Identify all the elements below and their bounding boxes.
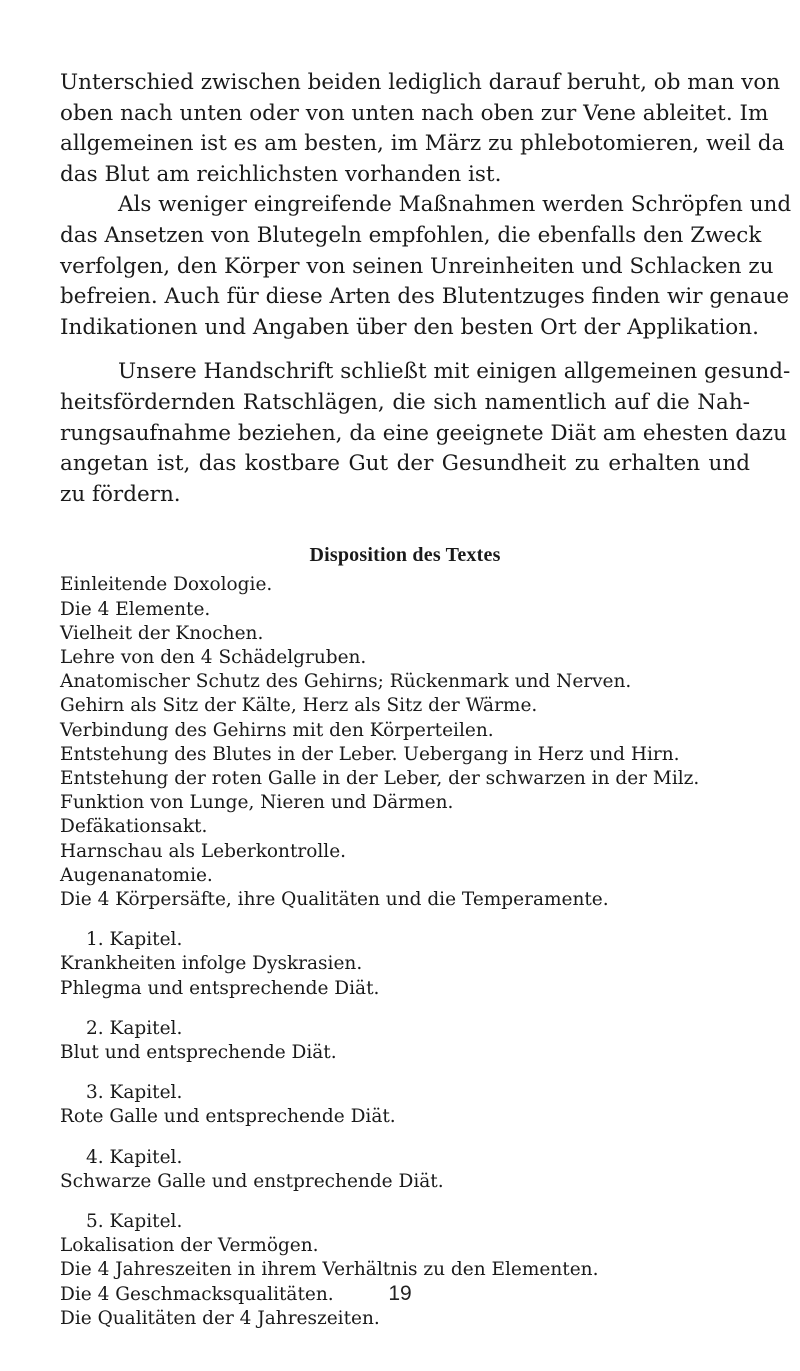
section-heading: Disposition des Textes — [309, 544, 501, 567]
chapter-4 — [60, 1146, 750, 1194]
chapter-title: 4. Kapitel. — [86, 1146, 183, 1168]
paragraph-line: Unterschied zwischen beiden lediglich darauf beruht, ob man von — [60, 70, 781, 95]
list-item: Anatomischer Schutz des Gehirns; Rückenmark und Nerven. — [60, 671, 632, 693]
list-item: Einleitende Doxologie. — [60, 574, 273, 596]
list-item: Die 4 Geschmacksqualitäten. — [60, 1283, 334, 1305]
list-item: Entstehung der roten Galle in der Leber, der schwarzen in der Milz. — [60, 767, 700, 789]
list-item: Lokalisation der Vermögen. — [60, 1235, 319, 1257]
list-item: Phlegma und entsprechende Diät. — [60, 977, 380, 999]
list-item: Die 4 Körpersäfte, ihre Qualitäten und die Temperamente. — [60, 888, 609, 910]
chapter-list — [60, 952, 750, 1000]
chapter-title: 5. Kapitel. — [86, 1210, 183, 1232]
paragraph-line: allgemeinen ist es am besten, im März zu phlebotomieren, weil da — [60, 131, 785, 157]
chapter-5 — [60, 1210, 750, 1331]
list-item: Gehirn als Sitz der Kälte, Herz als Sitz der Wärme. — [60, 695, 538, 717]
list-item: Harnschau als Leberkontrolle. — [60, 840, 347, 862]
paragraph-line: heitsfördernden Ratschlägen, die sich namentlich auf die Nah- — [60, 389, 750, 415]
paragraph-line: das Ansetzen von Blutegeln empfohlen, die ebenfalls den Zweck — [60, 222, 762, 248]
paragraph-line: oben nach unten oder von unten nach oben zur Vene ableitet. Im — [60, 100, 769, 126]
paragraph-line: rungsaufnahme beziehen, da eine geeignete Diät am ehesten dazu — [60, 420, 787, 446]
paragraph-line: Indikationen und Angaben über den besten Ort der Applikation. — [60, 314, 759, 340]
paragraph-line: befreien. Auch für diese Arten des Blutentzuges finden wir genaue — [60, 284, 790, 310]
disposition-list — [60, 573, 750, 912]
paragraph-line: verfolgen, den Körper von seinen Unreinheiten und Schlacken zu — [60, 253, 774, 279]
chapter-title: 2. Kapitel. — [86, 1017, 183, 1039]
list-item: Die 4 Elemente. — [60, 598, 211, 620]
paragraph-line: angetan ist, das kostbare Gut der Gesundheit zu erhalten und — [60, 451, 750, 477]
paragraph-line: das Blut am reichlichsten vorhanden ist. — [60, 161, 502, 187]
list-item: Defäkationsakt. — [60, 816, 208, 838]
document-page — [60, 68, 792, 1331]
list-item: Funktion von Lunge, Nieren und Därmen. — [60, 792, 454, 814]
paragraph-line: Als weniger eingreifende Maßnahmen werden Schröpfen und — [118, 192, 792, 218]
list-item: Entstehung des Blutes in der Leber. Uebergang in Herz und Hirn. — [60, 743, 680, 765]
list-item: Rote Galle und entsprechende Diät. — [60, 1106, 396, 1128]
list-item: Schwarze Galle und enstprechende Diät. — [60, 1170, 444, 1192]
list-item: Die 4 Jahreszeiten in ihrem Verhältnis zu den Elementen. — [60, 1259, 599, 1281]
chapter-2 — [60, 1017, 750, 1065]
list-item: Die Qualitäten der 4 Jahreszeiten. — [60, 1307, 380, 1329]
chapter-title: 3. Kapitel. — [86, 1082, 183, 1104]
chapter-list — [60, 1041, 750, 1065]
chapter-3 — [60, 1081, 750, 1129]
paragraph-line: zu fördern. — [60, 481, 181, 507]
body-paragraph-3 — [60, 357, 791, 510]
body-paragraph-2 — [60, 190, 792, 343]
chapter-list — [60, 1170, 750, 1194]
list-item: Krankheiten infolge Dyskrasien. — [60, 953, 363, 975]
list-item: Blut und entsprechende Diät. — [60, 1041, 337, 1063]
paragraph-line: Unsere Handschrift schließt mit einigen allgemeinen gesund- — [118, 359, 791, 385]
chapter-list — [60, 1105, 750, 1129]
list-item: Lehre von den 4 Schädelgruben. — [60, 646, 367, 668]
page-number: 19 — [388, 1282, 412, 1305]
list-item: Vielheit der Knochen. — [60, 622, 264, 644]
list-item: Verbindung des Gehirns mit den Körperteilen. — [60, 719, 494, 741]
list-item: Augenanatomie. — [60, 864, 213, 886]
body-paragraph-1 — [60, 68, 785, 190]
chapter-1 — [60, 928, 750, 1001]
chapter-title: 1. Kapitel. — [86, 929, 183, 951]
